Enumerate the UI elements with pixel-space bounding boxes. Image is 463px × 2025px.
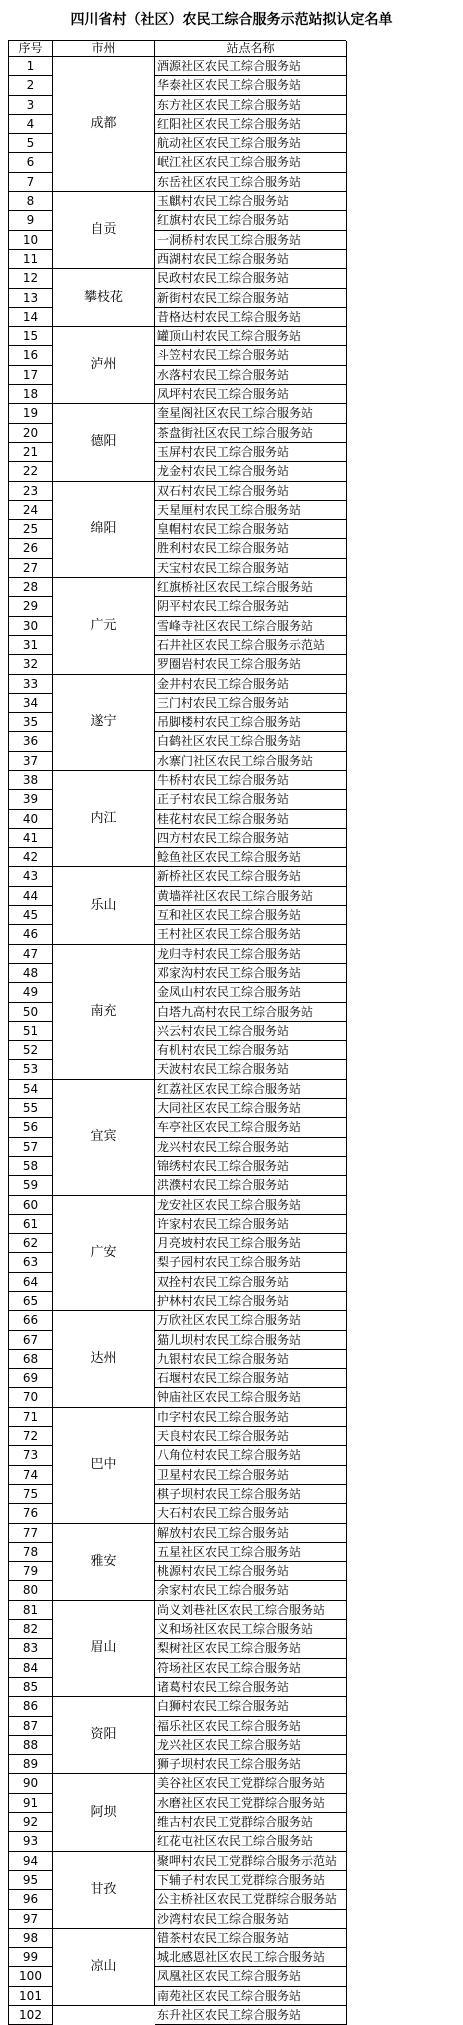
row-number: 60 <box>9 1196 53 1215</box>
station-name: 罗圈岩村农民工综合服务站 <box>155 655 347 674</box>
station-name: 尚义刘巷社区农民工综合服务站 <box>155 1601 347 1620</box>
row-number: 78 <box>9 1543 53 1562</box>
station-name: 万欣社区农民工综合服务站 <box>155 1311 347 1330</box>
station-name: 红阳社区农民工综合服务站 <box>155 115 347 134</box>
row-number: 76 <box>9 1504 53 1523</box>
row-number: 25 <box>9 520 53 539</box>
station-name: 符场社区农民工综合服务站 <box>155 1659 347 1678</box>
row-number: 101 <box>9 1987 53 2006</box>
row-number: 34 <box>9 694 53 713</box>
row-number: 42 <box>9 848 53 867</box>
row-number: 41 <box>9 829 53 848</box>
row-number: 99 <box>9 1948 53 1967</box>
row-number: 100 <box>9 1967 53 1986</box>
row-number: 88 <box>9 1736 53 1755</box>
row-number: 73 <box>9 1446 53 1465</box>
station-name: 巾字村农民工综合服务站 <box>155 1408 347 1427</box>
row-number: 10 <box>9 231 53 250</box>
row-number: 45 <box>9 906 53 925</box>
row-number: 29 <box>9 597 53 616</box>
row-number: 31 <box>9 636 53 655</box>
station-name: 天宝村农民工综合服务站 <box>155 559 347 578</box>
row-number: 92 <box>9 1813 53 1832</box>
row-number: 56 <box>9 1118 53 1137</box>
city-cell: 达州 <box>53 1311 155 1407</box>
row-number: 95 <box>9 1871 53 1890</box>
station-name: 三门村农民工综合服务站 <box>155 694 347 713</box>
row-number: 71 <box>9 1408 53 1427</box>
row-number: 97 <box>9 1910 53 1929</box>
station-name: 红旗桥社区农民工综合服务站 <box>155 578 347 597</box>
station-name: 凤凰社区农民工综合服务站 <box>155 1967 347 1986</box>
row-number: 67 <box>9 1331 53 1350</box>
station-name: 龙金村农民工综合服务站 <box>155 462 347 481</box>
station-name: 龙归寺村农民工综合服务站 <box>155 945 347 964</box>
station-name: 五星社区农民工综合服务站 <box>155 1543 347 1562</box>
city-cell: 乐山 <box>53 867 155 944</box>
row-number: 68 <box>9 1350 53 1369</box>
city-cell: 攀枝花 <box>53 269 155 327</box>
row-number: 83 <box>9 1639 53 1658</box>
row-number: 23 <box>9 482 53 501</box>
row-number: 9 <box>9 211 53 230</box>
station-name: 南苑社区农民工综合服务站 <box>155 1987 347 2006</box>
header-number: 序号 <box>9 41 53 57</box>
row-number: 32 <box>9 655 53 674</box>
station-name: 聚呷村农民工党群综合服务示范站 <box>155 1852 347 1871</box>
row-number: 43 <box>9 867 53 886</box>
station-name: 阴平村农民工综合服务站 <box>155 597 347 616</box>
station-name: 白鹤社区农民工综合服务站 <box>155 732 347 751</box>
row-number: 36 <box>9 732 53 751</box>
city-cell: 雅安 <box>53 1524 155 1601</box>
station-name: 互和社区农民工综合服务站 <box>155 906 347 925</box>
station-name: 余家村农民工综合服务站 <box>155 1581 347 1600</box>
station-name: 狮子坝村农民工综合服务站 <box>155 1755 347 1774</box>
station-name: 梨子园村农民工综合服务站 <box>155 1253 347 1272</box>
station-name: 龙安社区农民工综合服务站 <box>155 1196 347 1215</box>
station-name: 大同社区农民工综合服务站 <box>155 1099 347 1118</box>
city-cell: 甘孜 <box>53 1852 155 1929</box>
row-number: 74 <box>9 1466 53 1485</box>
station-name: 红旗村农民工综合服务站 <box>155 211 347 230</box>
station-name: 白狮村农民工综合服务站 <box>155 1697 347 1716</box>
station-name: 福乐社区农民工综合服务站 <box>155 1717 347 1736</box>
row-number: 13 <box>9 289 53 308</box>
row-number: 93 <box>9 1832 53 1851</box>
row-number: 63 <box>9 1253 53 1272</box>
row-number: 39 <box>9 790 53 809</box>
station-name: 月亮坡村农民工综合服务站 <box>155 1234 347 1253</box>
station-name: 奎星阁社区农民工综合服务站 <box>155 404 347 423</box>
row-number: 85 <box>9 1678 53 1697</box>
station-name: 义和场社区农民工综合服务站 <box>155 1620 347 1639</box>
row-number: 19 <box>9 404 53 423</box>
station-name: 东方社区农民工综合服务站 <box>155 96 347 115</box>
city-cell: 巴中 <box>53 1408 155 1524</box>
station-name: 兴云村农民工综合服务站 <box>155 1022 347 1041</box>
station-name: 诸葛村农民工综合服务站 <box>155 1678 347 1697</box>
station-name: 八角位村农民工综合服务站 <box>155 1446 347 1465</box>
station-name: 凤坪村农民工综合服务站 <box>155 385 347 404</box>
station-name: 玉麒村农民工综合服务站 <box>155 192 347 211</box>
city-cell: 资阳 <box>53 1697 155 1774</box>
station-name: 西湖村农民工综合服务站 <box>155 250 347 269</box>
row-number: 64 <box>9 1273 53 1292</box>
station-name: 桂花村农民工综合服务站 <box>155 810 347 829</box>
row-number: 84 <box>9 1659 53 1678</box>
row-number: 37 <box>9 752 53 771</box>
row-number: 20 <box>9 424 53 443</box>
row-number: 62 <box>9 1234 53 1253</box>
city-cell: 宜宾 <box>53 1080 155 1196</box>
row-number: 81 <box>9 1601 53 1620</box>
row-number: 55 <box>9 1099 53 1118</box>
station-name: 一洞桥村农民工综合服务站 <box>155 231 347 250</box>
station-name: 东升社区农民工综合服务站 <box>155 2006 347 2025</box>
station-name: 错茶村农民工综合服务站 <box>155 1929 347 1948</box>
station-name: 雪峰寺社区农民工综合服务站 <box>155 617 347 636</box>
row-number: 5 <box>9 134 53 153</box>
station-name: 梨树社区农民工综合服务站 <box>155 1639 347 1658</box>
station-name: 石堰村农民工综合服务站 <box>155 1369 347 1388</box>
row-number: 57 <box>9 1138 53 1157</box>
station-name: 王村社区农民工综合服务站 <box>155 925 347 944</box>
station-name: 白塔九高村农民工综合服务站 <box>155 1003 347 1022</box>
station-name: 许家村农民工综合服务站 <box>155 1215 347 1234</box>
city-cell: 遂宁 <box>53 675 155 771</box>
row-number: 89 <box>9 1755 53 1774</box>
row-number: 102 <box>9 2006 53 2025</box>
row-number: 87 <box>9 1717 53 1736</box>
station-name: 沙湾村农民工综合服务站 <box>155 1910 347 1929</box>
row-number: 16 <box>9 346 53 365</box>
row-number: 51 <box>9 1022 53 1041</box>
station-name: 公主桥社区农民工党群综合服务站 <box>155 1890 347 1909</box>
station-name: 航动社区农民工综合服务站 <box>155 134 347 153</box>
row-number: 33 <box>9 675 53 694</box>
station-name: 皇帽村农民工综合服务站 <box>155 520 347 539</box>
station-name: 卫星村农民工综合服务站 <box>155 1466 347 1485</box>
row-number: 24 <box>9 501 53 520</box>
station-name: 民政村农民工综合服务站 <box>155 269 347 288</box>
row-number: 8 <box>9 192 53 211</box>
row-number: 58 <box>9 1157 53 1176</box>
row-number: 69 <box>9 1369 53 1388</box>
station-name: 九银村农民工综合服务站 <box>155 1350 347 1369</box>
row-number: 3 <box>9 96 53 115</box>
station-name: 罐顶山村农民工综合服务站 <box>155 327 347 346</box>
station-name: 石井社区农民工综合服务示范站 <box>155 636 347 655</box>
station-name: 正子村农民工综合服务站 <box>155 790 347 809</box>
station-name: 下辅子村农民工党群综合服务站 <box>155 1871 347 1890</box>
station-name: 新街村农民工综合服务站 <box>155 289 347 308</box>
station-name: 天星厘村农民工综合服务站 <box>155 501 347 520</box>
station-name: 双拴村农民工综合服务站 <box>155 1273 347 1292</box>
row-number: 40 <box>9 810 53 829</box>
page-title: 四川省村（社区）农民工综合服务示范站拟认定名单 <box>70 12 393 28</box>
row-number: 96 <box>9 1890 53 1909</box>
city-cell: 眉山 <box>53 1601 155 1697</box>
row-number: 38 <box>9 771 53 790</box>
station-name: 水落村农民工综合服务站 <box>155 366 347 385</box>
row-number: 17 <box>9 366 53 385</box>
station-name: 红花屯社区农民工综合服务站 <box>155 1832 347 1851</box>
station-name: 有机村农民工综合服务站 <box>155 1041 347 1060</box>
row-number: 94 <box>9 1852 53 1871</box>
row-number: 65 <box>9 1292 53 1311</box>
station-name: 华泰社区农民工综合服务站 <box>155 76 347 95</box>
station-name: 邓家沟村农民工综合服务站 <box>155 964 347 983</box>
station-name: 解放村农民工综合服务站 <box>155 1524 347 1543</box>
station-name: 双石村农民工综合服务站 <box>155 482 347 501</box>
station-name: 洪濮村农民工综合服务站 <box>155 1176 347 1195</box>
row-number: 6 <box>9 153 53 172</box>
station-name: 金井村农民工综合服务站 <box>155 675 347 694</box>
station-name: 玉屏村农民工综合服务站 <box>155 443 347 462</box>
station-name: 美谷社区农民工党群综合服务站 <box>155 1774 347 1793</box>
row-number: 59 <box>9 1176 53 1195</box>
station-name: 维古村农民工党群综合服务站 <box>155 1813 347 1832</box>
station-name: 昔格达村农民工综合服务站 <box>155 308 347 327</box>
row-number: 86 <box>9 1697 53 1716</box>
station-name: 猫儿坝村农民工综合服务站 <box>155 1331 347 1350</box>
city-cell: 泸州 <box>53 327 155 404</box>
station-name: 酒源社区农民工综合服务站 <box>155 57 347 76</box>
row-number: 22 <box>9 462 53 481</box>
row-number: 90 <box>9 1774 53 1793</box>
row-number: 44 <box>9 887 53 906</box>
station-name: 牛桥村农民工综合服务站 <box>155 771 347 790</box>
station-name: 护林村农民工综合服务站 <box>155 1292 347 1311</box>
row-number: 12 <box>9 269 53 288</box>
station-name: 斗笠村农民工综合服务站 <box>155 346 347 365</box>
row-number: 18 <box>9 385 53 404</box>
row-number: 52 <box>9 1041 53 1060</box>
row-number: 21 <box>9 443 53 462</box>
station-name: 龙兴村农民工综合服务站 <box>155 1138 347 1157</box>
header-station: 站点名称 <box>155 41 347 57</box>
city-cell: 绵阳 <box>53 482 155 578</box>
station-name: 鲶鱼社区农民工综合服务站 <box>155 848 347 867</box>
row-number: 82 <box>9 1620 53 1639</box>
row-number: 77 <box>9 1524 53 1543</box>
station-name: 车亭社区农民工综合服务站 <box>155 1118 347 1137</box>
city-cell: 德阳 <box>53 404 155 481</box>
station-name: 龙兴社区农民工综合服务站 <box>155 1736 347 1755</box>
station-name: 东岳社区农民工综合服务站 <box>155 173 347 192</box>
row-number: 11 <box>9 250 53 269</box>
header-city: 市州 <box>53 41 155 57</box>
station-name: 吊脚楼村农民工综合服务站 <box>155 713 347 732</box>
row-number: 1 <box>9 57 53 76</box>
city-cell: 成都 <box>53 57 155 192</box>
city-cell: 广安 <box>53 1196 155 1312</box>
row-number: 46 <box>9 925 53 944</box>
row-number: 79 <box>9 1562 53 1581</box>
station-name: 黄墙祥社区农民工综合服务站 <box>155 887 347 906</box>
station-name: 茶盘街社区农民工综合服务站 <box>155 424 347 443</box>
row-number: 14 <box>9 308 53 327</box>
station-name: 大石村农民工综合服务站 <box>155 1504 347 1523</box>
row-number: 26 <box>9 539 53 558</box>
station-name: 胜利村农民工综合服务站 <box>155 539 347 558</box>
row-number: 49 <box>9 983 53 1002</box>
row-number: 54 <box>9 1080 53 1099</box>
station-name: 岷江社区农民工综合服务站 <box>155 153 347 172</box>
city-cell: 阿坝 <box>53 1774 155 1851</box>
row-number: 53 <box>9 1060 53 1079</box>
city-cell: 南充 <box>53 945 155 1080</box>
station-name: 钟庙社区农民工综合服务站 <box>155 1388 347 1407</box>
row-number: 72 <box>9 1427 53 1446</box>
city-cell: 广元 <box>53 578 155 674</box>
city-cell: 内江 <box>53 771 155 867</box>
row-number: 48 <box>9 964 53 983</box>
station-table <box>8 40 346 2025</box>
station-name: 天良村农民工综合服务站 <box>155 1427 347 1446</box>
station-name: 金凤山村农民工综合服务站 <box>155 983 347 1002</box>
station-name: 桃源村农民工综合服务站 <box>155 1562 347 1581</box>
row-number: 75 <box>9 1485 53 1504</box>
row-number: 7 <box>9 173 53 192</box>
city-cell: 凉山 <box>53 1929 155 2006</box>
row-number: 61 <box>9 1215 53 1234</box>
row-number: 91 <box>9 1794 53 1813</box>
station-name: 四方村农民工综合服务站 <box>155 829 347 848</box>
row-number: 98 <box>9 1929 53 1948</box>
row-number: 66 <box>9 1311 53 1330</box>
row-number: 35 <box>9 713 53 732</box>
row-number: 27 <box>9 559 53 578</box>
station-name: 新桥社区农民工综合服务站 <box>155 867 347 886</box>
row-number: 15 <box>9 327 53 346</box>
row-number: 70 <box>9 1388 53 1407</box>
station-name: 锦绣村农民工综合服务站 <box>155 1157 347 1176</box>
station-name: 城北感恩社区农民工综合服务站 <box>155 1948 347 1967</box>
row-number: 28 <box>9 578 53 597</box>
station-name: 水磨社区农民工党群综合服务站 <box>155 1794 347 1813</box>
row-number: 30 <box>9 617 53 636</box>
row-number: 4 <box>9 115 53 134</box>
row-number: 50 <box>9 1003 53 1022</box>
station-name: 天波村农民工综合服务站 <box>155 1060 347 1079</box>
city-cell: 自贡 <box>53 192 155 269</box>
row-number: 47 <box>9 945 53 964</box>
station-name: 棋子坝村农民工综合服务站 <box>155 1485 347 1504</box>
row-number: 80 <box>9 1581 53 1600</box>
station-name: 水寨门社区农民工综合服务站 <box>155 752 347 771</box>
row-number: 2 <box>9 76 53 95</box>
station-name: 红荔社区农民工综合服务站 <box>155 1080 347 1099</box>
